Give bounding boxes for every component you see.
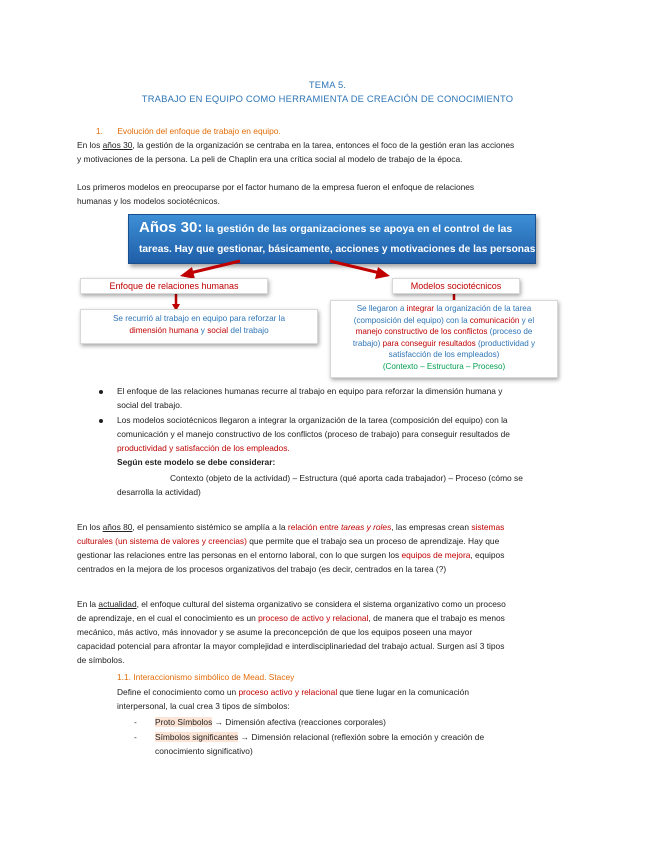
subsection-heading: 1.1. Interaccionismo simbólico de Mead. Stacey <box>117 672 295 682</box>
right-desc-line-1: Se llegaron a integrar la organización de la tarea <box>356 304 532 313</box>
diagram-top-big: Años 30: <box>139 219 203 236</box>
symbol-item-1: Proto Símbolos → Dimensión afectiva (reacciones corporales) <box>155 717 386 727</box>
proto-simbolos: Proto Símbolos <box>155 717 213 727</box>
dash-2: - <box>134 732 137 742</box>
right-desc-line-2: (composición del equipo) con la comunicación y el <box>353 315 535 325</box>
diagram-top-box: Años 30: la gestión de las organizaciones se apoya en el control de las tareas. Hay que gestionar, básicamente, acciones y motivaciones de las personas <box>128 214 536 264</box>
tema-label: TEMA 5. <box>308 79 347 90</box>
bullet-1-line-1: El enfoque de las relaciones humanas recurre al trabajo en equipo para reforzar la dimensión humana y <box>117 386 503 396</box>
bullet-2-line-5: Contexto (objeto de la actividad) – Estructura (qué aporta cada trabajador) – Proceso (cómo se <box>170 473 523 483</box>
paragraph-4-line-4: capacidad potencial para afrontar la mayor complejidad e interdisciplinariedad del trabajo actual. Surgen así 3 tipos <box>77 641 505 651</box>
paragraph-3-line-1: En los años 80, el pensamiento sistémico se amplía a la relación entre tareas y roles, las empresas crean sistemas <box>77 522 505 532</box>
right-desc-line-5: satisfacción de los empleados) <box>388 350 500 360</box>
paragraph-3-line-4: centrados en la mejora de los procesos organizativos del trabajo (es decir, centrados en la tarea (?) <box>77 564 447 574</box>
right-arrow-shaft <box>330 261 380 273</box>
subsection-line-2: interpersonal, la cual crea 3 tipos de símbolos: <box>117 701 290 711</box>
paragraph-4-line-5: de símbolos. <box>77 655 125 665</box>
paragraph-4-line-2: de aprendizaje, en el cual el conocimiento es un proceso de activo y relacional, de manera que el trabajo es menos <box>77 613 505 623</box>
right-desc-box <box>330 300 558 378</box>
left-arrow-shaft <box>190 261 240 273</box>
paragraph-3-line-3: gestionar las relaciones entre las personas en el entorno laboral, con lo que surgen los equipos de mejora, equipos <box>77 550 505 560</box>
paragraph-2-line-1: Los primeros modelos en preocuparse por el factor humano de la empresa fueron el enfoque de relaciones <box>77 182 475 192</box>
diagram-top-line-2: tareas. Hay que gestionar, básicamente, acciones y motivaciones de las personas <box>139 244 536 255</box>
section-heading <box>96 125 281 138</box>
dash-1: - <box>134 717 137 727</box>
bullet-2-line-6: desarrolla la actividad) <box>117 487 201 497</box>
subsection-line-1: Define el conocimiento como un proceso activo y relacional que tiene lugar en la comunicación <box>117 687 469 697</box>
bullet-1-line-2: social del trabajo. <box>117 400 183 410</box>
underlined-anos-80: años 80 <box>102 522 133 532</box>
right-desc-line-4: trabajo) para conseguir resultados (productividad y <box>352 338 536 348</box>
left-desc-line-2: dimensión humana y social del trabajo <box>129 326 269 335</box>
bullet-2-line-3: productividad y satisfacción de los empleados. <box>117 443 290 453</box>
section-title: Evolución del enfoque de trabajo en equipo. <box>117 126 281 136</box>
underlined-anos-30: años 30 <box>102 140 133 150</box>
paragraph-1-line-2: y motivaciones de la persona. La peli de Chaplin era una crítica social al modelo de trabajo de la época. <box>77 154 463 164</box>
symbol-item-2: Símbolos significantes → Dimensión relacional (reflexión sobre la emoción y creación de <box>155 732 485 742</box>
symbol-item-2-cont: conocimiento significativo) <box>155 746 253 756</box>
bullet-dot-2 <box>99 419 103 423</box>
underlined-actualidad: actualidad <box>98 599 137 609</box>
bullet-2-line-4: Según este modelo se debe considerar: <box>117 457 276 467</box>
page-title: TRABAJO EN EQUIPO COMO HERRAMIENTA DE CREACIÓN DE CONOCIMIENTO <box>141 93 514 104</box>
left-desc-line-1: Se recurrió al trabajo en equipo para reforzar la <box>112 314 286 323</box>
right-arrow-head <box>375 267 390 279</box>
right-label-box: Modelos sociotécnicos <box>392 278 520 294</box>
bullet-dot-1 <box>99 390 103 394</box>
right-desc-line-3: manejo constructivo de los conflictos (proceso de <box>355 327 533 337</box>
left-label-box: Enfoque de relaciones humanas <box>80 278 268 294</box>
paragraph-4-line-1: En la actualidad, el enfoque cultural del sistema organizativo se considera el sistema organizativo como un proceso <box>77 599 506 609</box>
paragraph-4-line-3: mecánico, más activo, más innovador y se asume la preconcepción de que los equipos poseen una mayor <box>77 627 473 637</box>
paragraph-3-line-2: culturales (un sistema de valores y creencias) que permite que el trabajo sea un proceso de aprendizaje. Hay que <box>77 536 500 546</box>
paragraph-1-line-1: En los años 30, la gestión de la organización se centraba en la tarea, entonces el foco de la gestión eran las acciones <box>77 140 515 150</box>
left-desc-box <box>80 309 318 344</box>
right-desc-line-6: (Contexto – Estructura – Proceso) <box>382 361 506 371</box>
bullet-2-line-1: Los modelos sociotécnicos llegaron a integrar la organización de la tarea (composición del equipo) con la <box>117 415 508 425</box>
paragraph-2-line-2: humanas y los modelos sociotécnicos. <box>77 196 220 206</box>
simbolos-significantes: Símbolos significantes <box>155 732 239 742</box>
section-number: 1. <box>96 126 103 136</box>
bullet-2-line-2: comunicación y el manejo constructivo de los conflictos (proceso de trabajo) para conseguir resultados de <box>117 429 510 439</box>
